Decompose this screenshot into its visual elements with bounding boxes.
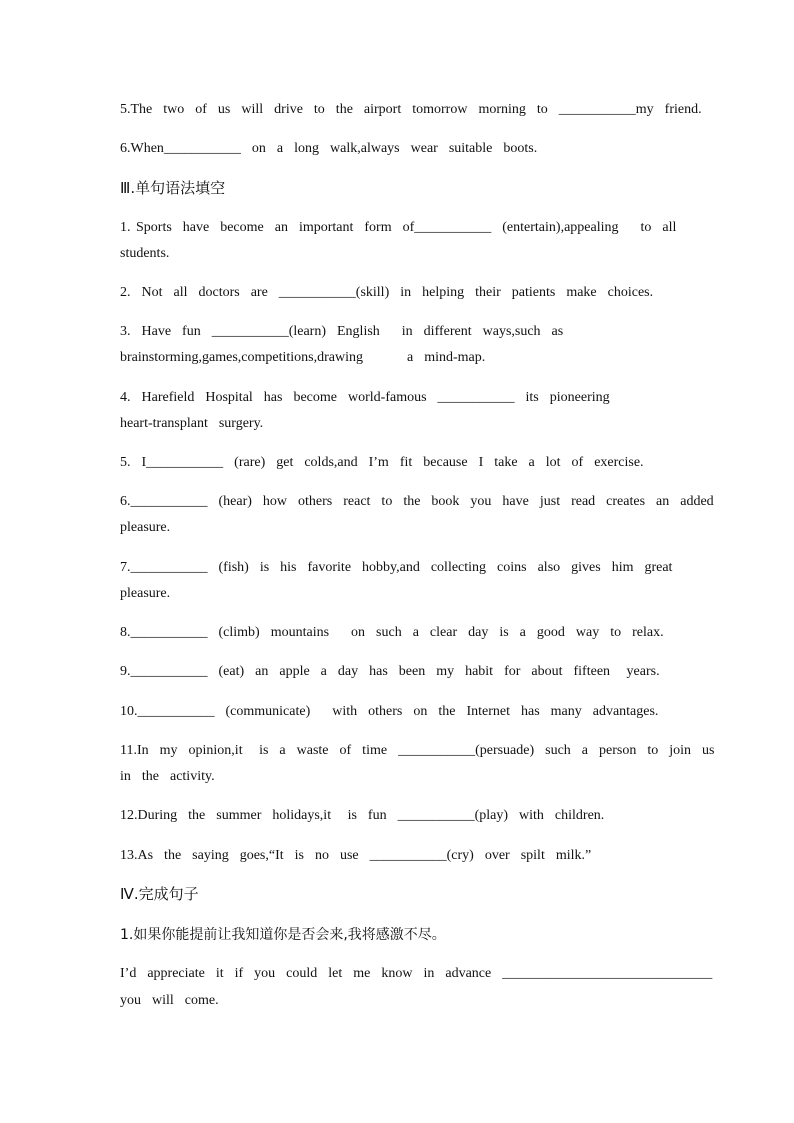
grammar-item-6-cont: pleasure. — [120, 520, 171, 535]
grammar-item-13: 13.As the saying goes,“It is no use ___________(cry) over spilt milk.” — [120, 848, 592, 863]
section-heading-iii: Ⅲ.单句语法填空 — [120, 179, 226, 197]
grammar-item-6: 6.___________ (hear) how others react to the book you have just read creates an added — [120, 494, 714, 509]
grammar-item-12: 12.During the summer holidays,it is fun ___________(play) with children. — [120, 808, 605, 823]
grammar-item-4-cont: heart-transplant surgery. — [120, 416, 264, 431]
grammar-item-2: 2. Not all doctors are ___________(skill) in helping their patients make choices. — [120, 285, 654, 300]
exercise-item-5: 5.The two of us will drive to the airport tomorrow morning to ___________my friend. — [120, 102, 702, 117]
grammar-item-7: 7.___________ (fish) is his favorite hobby,and collecting coins also gives him great — [120, 560, 673, 575]
grammar-item-1: 1. Sports have become an important form of___________ (entertain),appealing to all — [120, 220, 677, 235]
grammar-item-1-cont: students. — [120, 246, 170, 261]
sentence-item-1: I’d appreciate it if you could let me know in advance ______________________________ — [120, 966, 713, 981]
grammar-item-3: 3. Have fun ___________(learn) English in different ways,such as — [120, 324, 564, 339]
grammar-item-11: 11.In my opinion,it is a waste of time ___________(persuade) such a person to join us — [120, 743, 715, 758]
grammar-item-8: 8.___________ (climb) mountains on such a clear day is a good way to relax. — [120, 625, 664, 640]
grammar-item-10: 10.___________ (communicate) with others on the Internet has many advantages. — [120, 704, 659, 719]
sentence-item-1-chinese: 1.如果你能提前让我知道你是否会来,我将感激不尽。 — [120, 927, 446, 943]
grammar-item-5: 5. I___________ (rare) get colds,and I’m fit because I take a lot of exercise. — [120, 455, 644, 470]
exercise-item-6: 6.When___________ on a long walk,always wear suitable boots. — [120, 141, 538, 156]
grammar-item-4: 4. Harefield Hospital has become world-famous ___________ its pioneering — [120, 390, 610, 405]
sentence-item-1-cont: you will come. — [120, 993, 219, 1008]
grammar-item-3-cont: brainstorming,games,competitions,drawing a mind-map. — [120, 350, 486, 365]
section-heading-iv: Ⅳ.完成句子 — [120, 885, 199, 903]
grammar-item-9: 9.___________ (eat) an apple a day has been my habit for about fifteen years. — [120, 664, 660, 679]
grammar-item-11-cont: in the activity. — [120, 769, 215, 784]
grammar-item-7-cont: pleasure. — [120, 586, 171, 601]
